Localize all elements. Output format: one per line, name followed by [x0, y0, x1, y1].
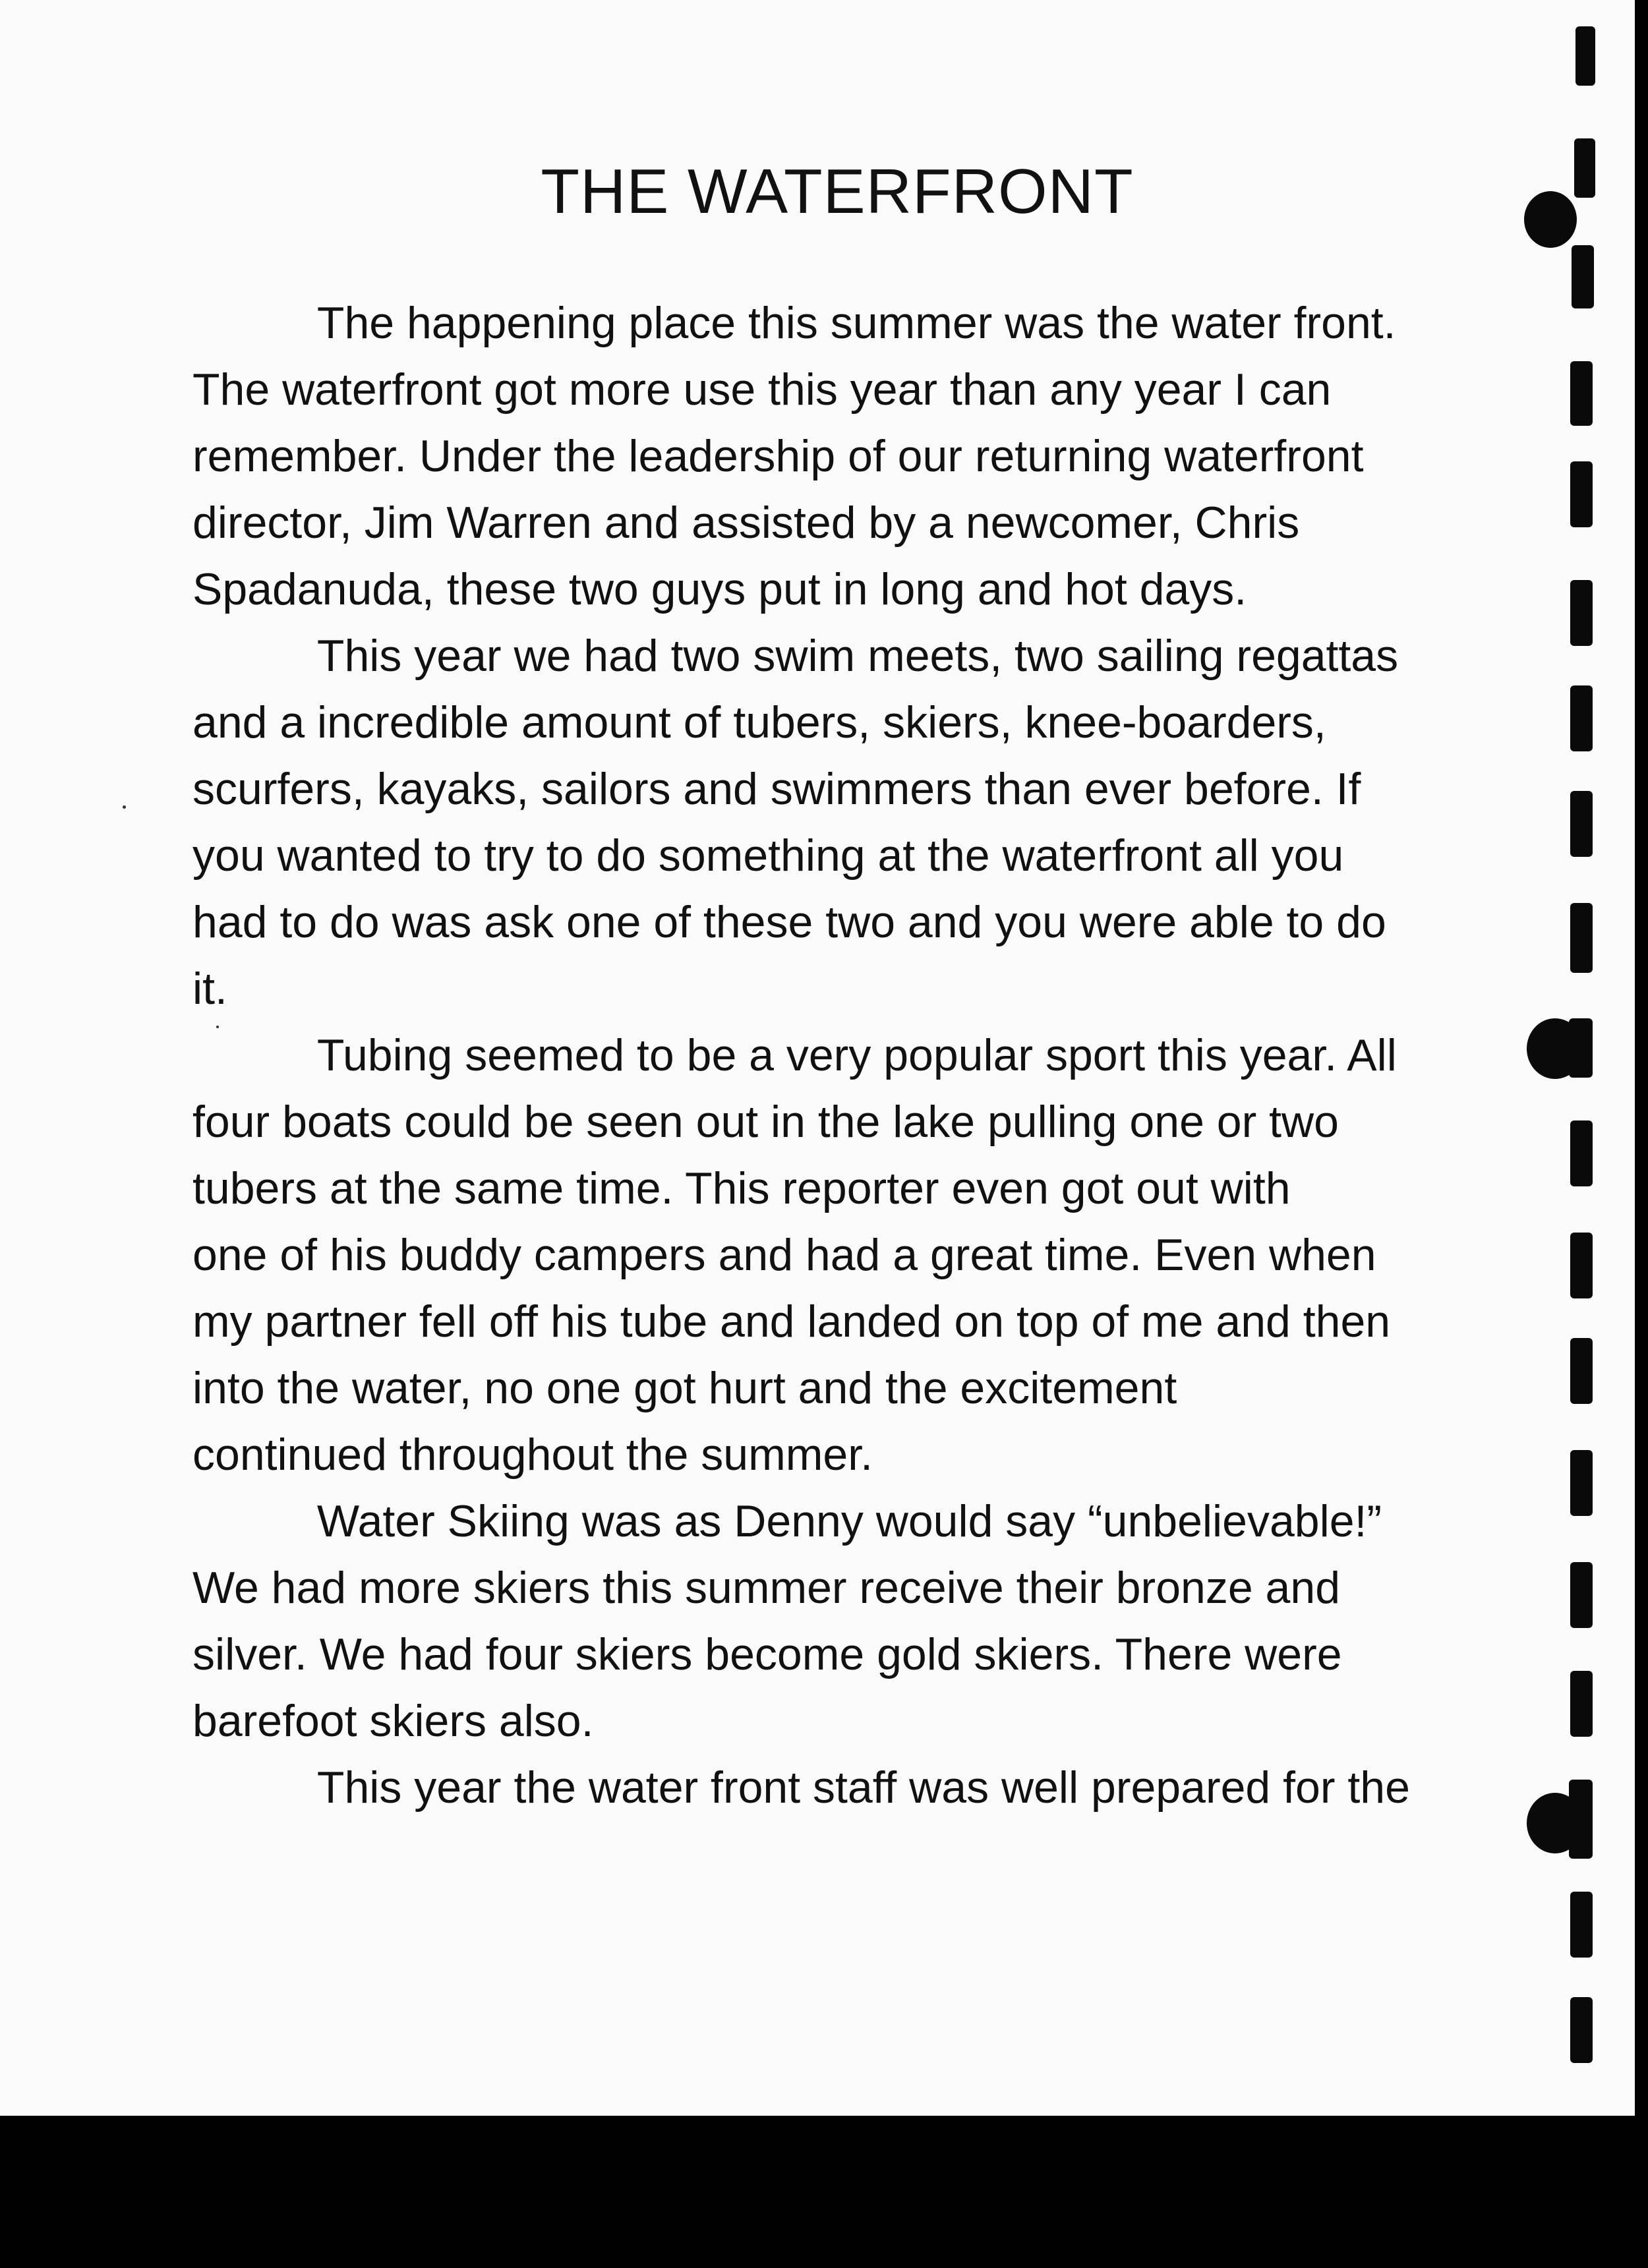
binder-perforation	[1570, 1120, 1593, 1186]
scan-edge-right	[1635, 0, 1648, 2268]
binder-perforation	[1570, 580, 1593, 646]
binder-perforation	[1570, 791, 1593, 857]
scan-speck	[123, 805, 126, 809]
binder-perforation	[1570, 903, 1593, 973]
paragraph: Water Skiing was as Denny would say “unbelievable!” We had more skiers this summer receive their bronze and silver. We had four skiers become gold skiers. There were barefoot skiers also.	[192, 1496, 1382, 1746]
binder-perforation	[1570, 1233, 1593, 1298]
binder-perforation	[1570, 1997, 1593, 2063]
binder-hole	[1524, 191, 1577, 248]
page-title: THE WATERFRONT	[541, 156, 1134, 227]
paragraph: The happening place this summer was the water front. The waterfront got more use this year than any year I can remember. Under the leadership of our returning waterfront director, Jim Warren and assisted by a newcomer, Chris Spadanuda, these two guys put in long and hot days.	[192, 298, 1396, 614]
paragraph: This year the water front staff was well prepared for the	[192, 1762, 1410, 1813]
article-body	[192, 290, 1485, 1821]
scan-edge-bottom	[0, 2116, 1648, 2268]
binder-perforation	[1570, 1450, 1593, 1516]
binder-perforation	[1575, 26, 1595, 86]
binder-perforation	[1570, 1562, 1593, 1628]
binder-perforation	[1570, 1671, 1593, 1737]
binder-perforation	[1570, 1338, 1593, 1404]
binder-perforation	[1570, 685, 1593, 751]
binder-perforation	[1574, 138, 1595, 198]
binder-perforation	[1569, 1018, 1593, 1078]
paragraph: Tubing seemed to be a very popular sport this year. All four boats could be seen out in the lake pulling one or two tubers at the same time. This reporter even got out with one of his buddy campers and had a great time. Even when my partner fell off his tube and landed on top of me and then into the water, no one got hurt and the excitement continued throughout the summer.	[192, 1030, 1397, 1480]
binder-perforation	[1570, 461, 1593, 527]
paragraph: This year we had two swim meets, two sailing regattas and a incredible amount of tubers, skiers, knee-boarders, scurfers, kayaks, sailors and swimmers than ever before. If you wanted to try to do something at the waterfront all you had to do was ask one of these two and you were able to do it.	[192, 631, 1399, 1014]
binder-perforation	[1572, 245, 1594, 308]
scan-speck	[216, 1026, 219, 1028]
binder-perforation	[1570, 361, 1593, 426]
binder-perforation	[1570, 1892, 1593, 1958]
binder-perforation	[1569, 1780, 1593, 1859]
